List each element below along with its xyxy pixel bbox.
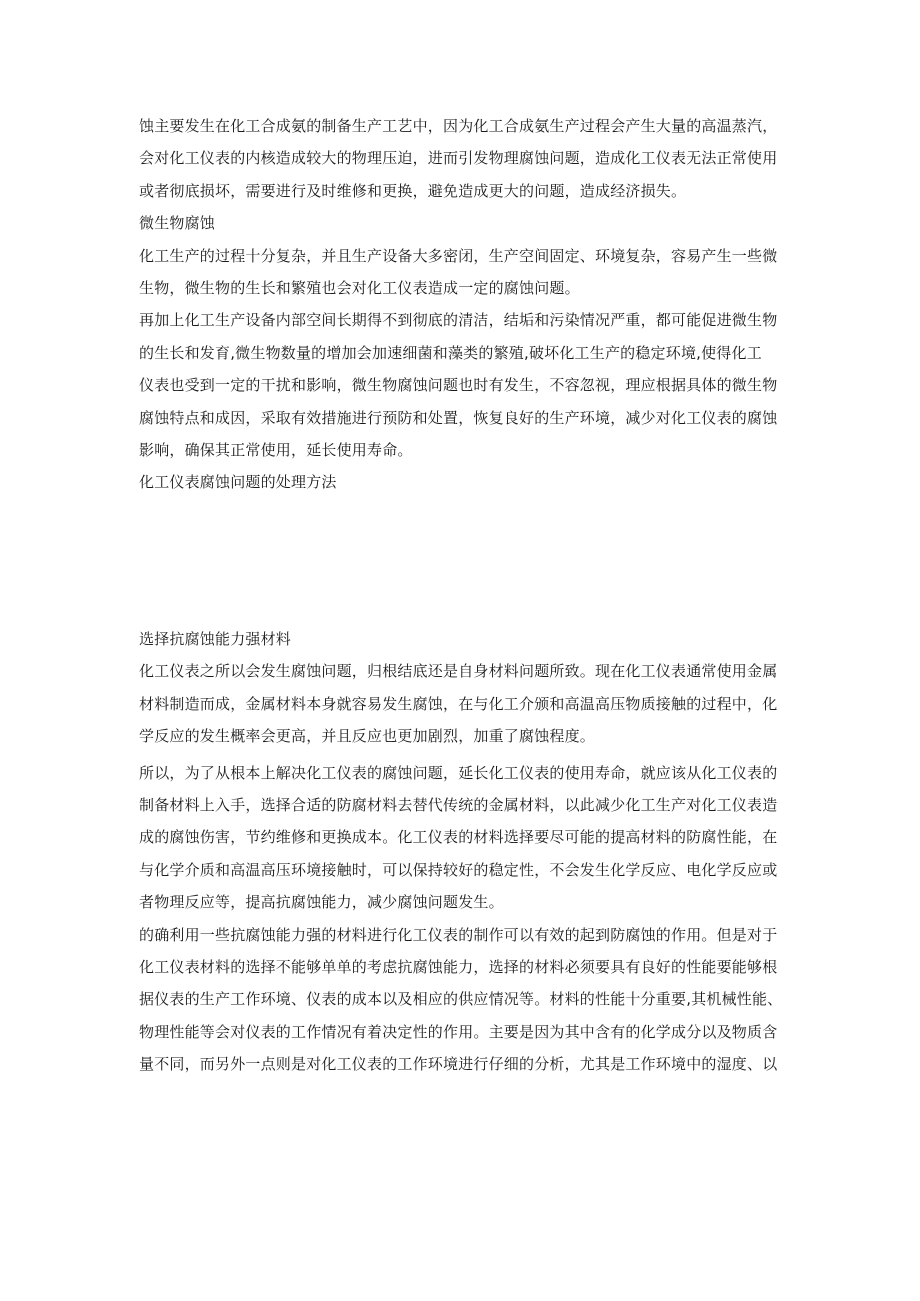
text-line: 所以，为了从根本上解决化工仪表的腐蚀问题，延长化工仪表的使用寿命，就应该从化工仪表的 (139, 763, 778, 782)
text-line: 的生长和发育,微生物数量的增加会加速细菌和藻类的繁殖,破坏化工生产的稳定环境,使得化工 (139, 343, 762, 362)
text-line: 者物理反应等，提高抗腐蚀能力，减少腐蚀问题发生。 (139, 893, 504, 912)
heading-material-selection: 选择抗腐蚀能力强材料 (139, 629, 292, 648)
text-line: 影响，确保其正常使用，延长使用寿命。 (139, 441, 413, 460)
paragraph-microbial-detail (139, 304, 789, 466)
paragraph-material-cause (139, 655, 789, 752)
document-page (139, 110, 789, 1081)
text-line: 学反应的发生概率会更高，并且反应也更加剧烈，加重了腐蚀程度。 (139, 727, 596, 746)
paragraph-chemical-corrosion (139, 110, 789, 207)
text-line: 或者彻底损坏，需要进行及时维修和更换，避免造成更大的问题，造成经济损失。 (139, 181, 687, 200)
text-line: 生物，微生物的生长和繁殖也会对化工仪表造成一定的腐蚀问题。 (139, 279, 580, 298)
text-line: 化工仪表之所以会发生腐蚀问题，归根结底还是自身材料问题所致。现在化工仪表通常使用金属 (139, 662, 778, 681)
heading-treatment-methods: 化工仪表腐蚀问题的处理方法 (139, 473, 337, 492)
paragraph-material-solution (139, 757, 789, 919)
text-line: 物理性能等会对仪表的工作情况有着决定性的作用。主要是因为其中含有的化学成分以及物质含 (139, 1022, 778, 1041)
text-line: 据仪表的生产工作环境、仪表的成本以及相应的供应情况等。材料的性能十分重要,其机械性能、 (139, 990, 783, 1009)
text-line: 再加上化工生产设备内部空间长期得不到彻底的清洁，结垢和污染情况严重，都可能促进微生物 (139, 311, 778, 330)
text-line: 化工仪表材料的选择不能够单单的考虑抗腐蚀能力，选择的材料必须要具有良好的性能要能够根 (139, 957, 778, 976)
text-line: 化工生产的过程十分复杂，并且生产设备大多密闭，生产空间固定、环境复杂，容易产生一些微 (139, 246, 778, 265)
paragraph-microbial-intro (139, 240, 789, 305)
text-line: 蚀主要发生在化工合成氨的制备生产工艺中，因为化工合成氨生产过程会产生大量的高温蒸汽， (139, 117, 778, 135)
text-line: 材料制造而成，金属材料本身就容易发生腐蚀，在与化工介颁和高温高压物质接触的过程中，化 (139, 694, 778, 713)
text-line: 量不同，而另外一点则是对化工仪表的工作环境进行仔细的分析，尤其是工作环境中的湿度、以 (139, 1055, 778, 1074)
heading-microbial-corrosion: 微生物腐蚀 (139, 214, 216, 233)
text-line: 仪表也受到一定的干扰和影响，微生物腐蚀问题也时有发生，不容忽视，理应根据具体的微生物 (139, 376, 778, 395)
blank-space (139, 499, 789, 623)
text-line: 会对化工仪表的内核造成较大的物理压迫，进而引发物理腐蚀问题，造成化工仪表无法正常使用 (139, 149, 778, 168)
text-line: 与化学介质和高温高压环境接触时，可以保持较好的稳定性，不会发生化学反应、电化学反应或 (139, 860, 778, 879)
text-line: 腐蚀特点和成因，采取有效措施进行预防和处置，恢复良好的生产环境，减少对化工仪表的腐蚀 (139, 408, 778, 427)
paragraph-material-performance (139, 919, 789, 1081)
text-line: 成的腐蚀伤害，节约维修和更换成本。化工仪表的材料选择要尽可能的提高材料的防腐性能，在 (139, 828, 778, 847)
text-line: 的确利用一些抗腐蚀能力强的材料进行化工仪表的制作可以有效的起到防腐蚀的作用。但是对于 (139, 925, 778, 944)
text-line: 制备材料上入手，选择合适的防腐材料去替代传统的金属材料，以此减少化工生产对化工仪表造 (139, 795, 778, 814)
